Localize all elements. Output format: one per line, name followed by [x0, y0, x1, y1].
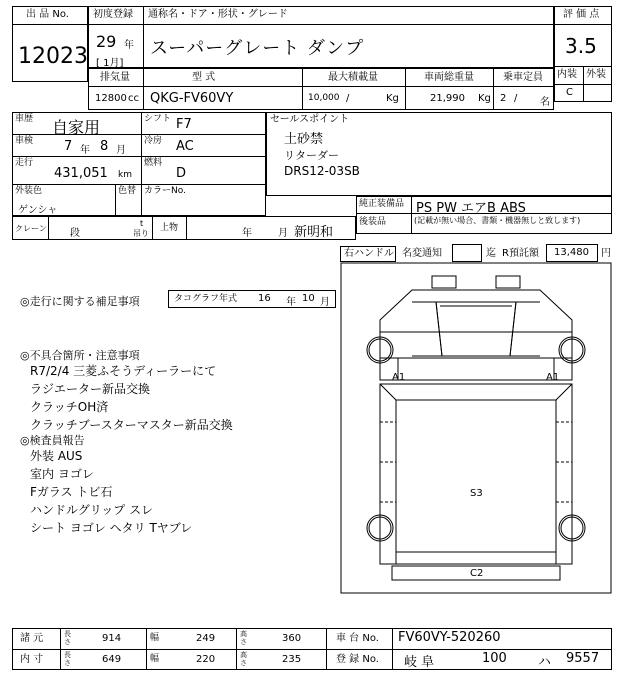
ac-label: 冷房	[144, 136, 163, 146]
displacement-unit: cc	[128, 93, 139, 104]
inspector-5: シート ヨゴレ ヘタリ Tヤブレ	[30, 521, 193, 535]
damage-mark-front-left: A1	[392, 372, 406, 383]
body-label: 上物	[160, 223, 179, 233]
standard-equipment-label: 純正装備品	[359, 199, 405, 209]
defect-2: ラジエーター新品交換	[30, 382, 151, 396]
inspection-year-unit: 年	[80, 145, 90, 156]
inspection-year: 7	[64, 139, 73, 154]
interior-dims-label: 内 寸	[20, 654, 44, 665]
reg-area: 岐 阜	[404, 655, 435, 670]
standard-equipment: PS PW エアB ABS	[416, 201, 526, 216]
length-label: 長さ	[64, 630, 71, 646]
in-width: 220	[196, 654, 216, 665]
shift-value: F7	[176, 117, 192, 132]
body-maker: 新明和	[294, 225, 334, 240]
displacement: 12800	[95, 93, 127, 104]
first-reg-year-unit: 年	[124, 40, 134, 51]
tacho-month-unit: 月	[320, 297, 330, 308]
reg-class: 100	[482, 651, 507, 666]
inspection-month: 8	[100, 139, 109, 154]
first-reg-month: [ 1月]	[96, 58, 124, 69]
damage-mark-front-right: A1	[546, 372, 560, 383]
sales-points-label: セールスポイント	[270, 114, 350, 125]
ext-color: ゲンシャ	[18, 205, 58, 216]
sales-point-2: リターダー	[284, 149, 339, 162]
defect-1: R7/2/4 三菱ふそうディーラーにて	[30, 364, 217, 378]
color-no-header: カラーNo.	[144, 186, 186, 196]
crane-stage: 段	[70, 228, 80, 239]
sales-point-1: 土砂禁	[284, 132, 324, 147]
mileage-label: 走行	[15, 158, 34, 168]
inspector-2: 室内 ヨゴレ	[30, 467, 94, 481]
fuel-label: 燃料	[144, 158, 163, 168]
crane-hoist: 吊り	[133, 229, 149, 238]
first-reg-label: 初度登録	[93, 9, 133, 20]
interior-grade-label: 内装	[557, 69, 577, 80]
chassis-number: FV60VY-520260	[398, 630, 501, 645]
damage-mark-bed: S3	[470, 488, 483, 499]
displacement-label: 排気量	[100, 72, 130, 83]
tacho-label: タコグラフ年式	[174, 294, 238, 304]
inspector-4: ハンドルグリップ スレ	[30, 503, 154, 517]
max-load: 10,000	[308, 93, 340, 103]
type-label: 型 式	[192, 72, 216, 83]
running-notes-label: ◎走行に関する補足事項	[20, 295, 140, 308]
rating-value: 3.5	[565, 34, 597, 58]
in-length-label: 長さ	[64, 651, 71, 667]
shift-label: シフト	[144, 114, 172, 124]
fuel-value: D	[176, 166, 187, 181]
recycle-amount: 13,480	[554, 247, 589, 258]
vehicle-type: QKG-FV60VY	[150, 91, 234, 106]
yen-unit: 円	[601, 248, 611, 259]
body-year-unit: 年	[242, 228, 252, 239]
aftermarket-label: 後装品	[359, 217, 387, 227]
tacho-month: 10	[302, 293, 315, 304]
height-label: 高さ	[240, 630, 247, 646]
history-label: 車歴	[15, 114, 34, 124]
model-name: スーパーグレート ダンプ	[150, 38, 365, 59]
body-month-unit: 月	[278, 228, 288, 239]
in-width-label: 幅	[150, 654, 160, 664]
reg-number: 9557	[566, 651, 600, 666]
tax-label: 迄	[486, 248, 496, 259]
dims-label: 諸 元	[20, 633, 44, 644]
inspector-1: 外装 AUS	[30, 449, 83, 463]
defects-label: ◎不具合箇所・注意事項	[20, 349, 140, 362]
in-height: 235	[282, 654, 302, 665]
gross-weight: 21,990	[430, 93, 465, 104]
rating-label: 評 価 点	[563, 9, 600, 20]
damage-mark-rear: C2	[470, 568, 484, 579]
inspection-month-unit: 月	[116, 145, 126, 156]
inspection-label: 車検	[15, 136, 34, 146]
height: 360	[282, 633, 302, 644]
name-change-box	[452, 244, 482, 262]
length: 914	[102, 633, 122, 644]
truck-damage-diagram	[340, 262, 612, 594]
tacho-year: 16	[258, 293, 271, 304]
max-load-label: 最大積載量	[328, 72, 378, 83]
color-change-label: 色替	[118, 186, 137, 196]
max-load-slash: /	[346, 93, 350, 104]
width-label: 幅	[150, 633, 160, 643]
title-label: 通称名・ドア・形状・グレード	[148, 9, 288, 20]
capacity-label: 乗車定員	[503, 72, 543, 83]
first-reg-year: 29	[96, 32, 117, 51]
chassis-label: 車 台 No.	[336, 633, 379, 644]
crane-label: クレーン	[15, 224, 47, 233]
aftermarket-note: (記載が無い場合、書類・機器無しと致します)	[414, 216, 581, 225]
gross-weight-unit: Kg	[478, 93, 491, 104]
reg-label: 登 録 No.	[336, 654, 379, 665]
name-change-label: 名変通知	[402, 248, 442, 259]
reg-kana: ハ	[538, 655, 552, 670]
ext-color-label: 外装色	[15, 186, 43, 196]
in-height-label: 高さ	[240, 651, 247, 667]
mileage-unit: km	[118, 170, 132, 180]
gross-weight-label: 車両総重量	[424, 72, 474, 83]
capacity: 2	[500, 93, 507, 104]
max-load-unit: Kg	[386, 93, 399, 104]
capacity-unit: 名	[540, 97, 550, 108]
interior-grade: C	[566, 87, 573, 98]
crane-ton: t	[140, 219, 144, 228]
capacity-slash: /	[514, 93, 518, 104]
tacho-year-unit: 年	[286, 297, 296, 308]
history-value: 自家用	[52, 118, 101, 137]
ac-value: AC	[176, 139, 194, 154]
inspector-label: ◎検査員報告	[20, 434, 85, 447]
exterior-grade-label: 外装	[586, 69, 606, 80]
defect-3: クラッチOH済	[30, 400, 109, 414]
width: 249	[196, 633, 216, 644]
sales-point-3: DRS12-03SB	[284, 164, 360, 178]
inspector-3: Fガラス トビ石	[30, 485, 113, 499]
lot-label: 出 品 No.	[26, 9, 69, 20]
lot-number: 12023	[18, 44, 88, 69]
defect-4: クラッチブースターマスター新品交換	[30, 418, 233, 432]
recycle-label: R預託額	[502, 248, 539, 259]
steering: 右ハンドル	[344, 248, 394, 259]
mileage: 431,051	[54, 166, 108, 181]
in-length: 649	[102, 654, 122, 665]
